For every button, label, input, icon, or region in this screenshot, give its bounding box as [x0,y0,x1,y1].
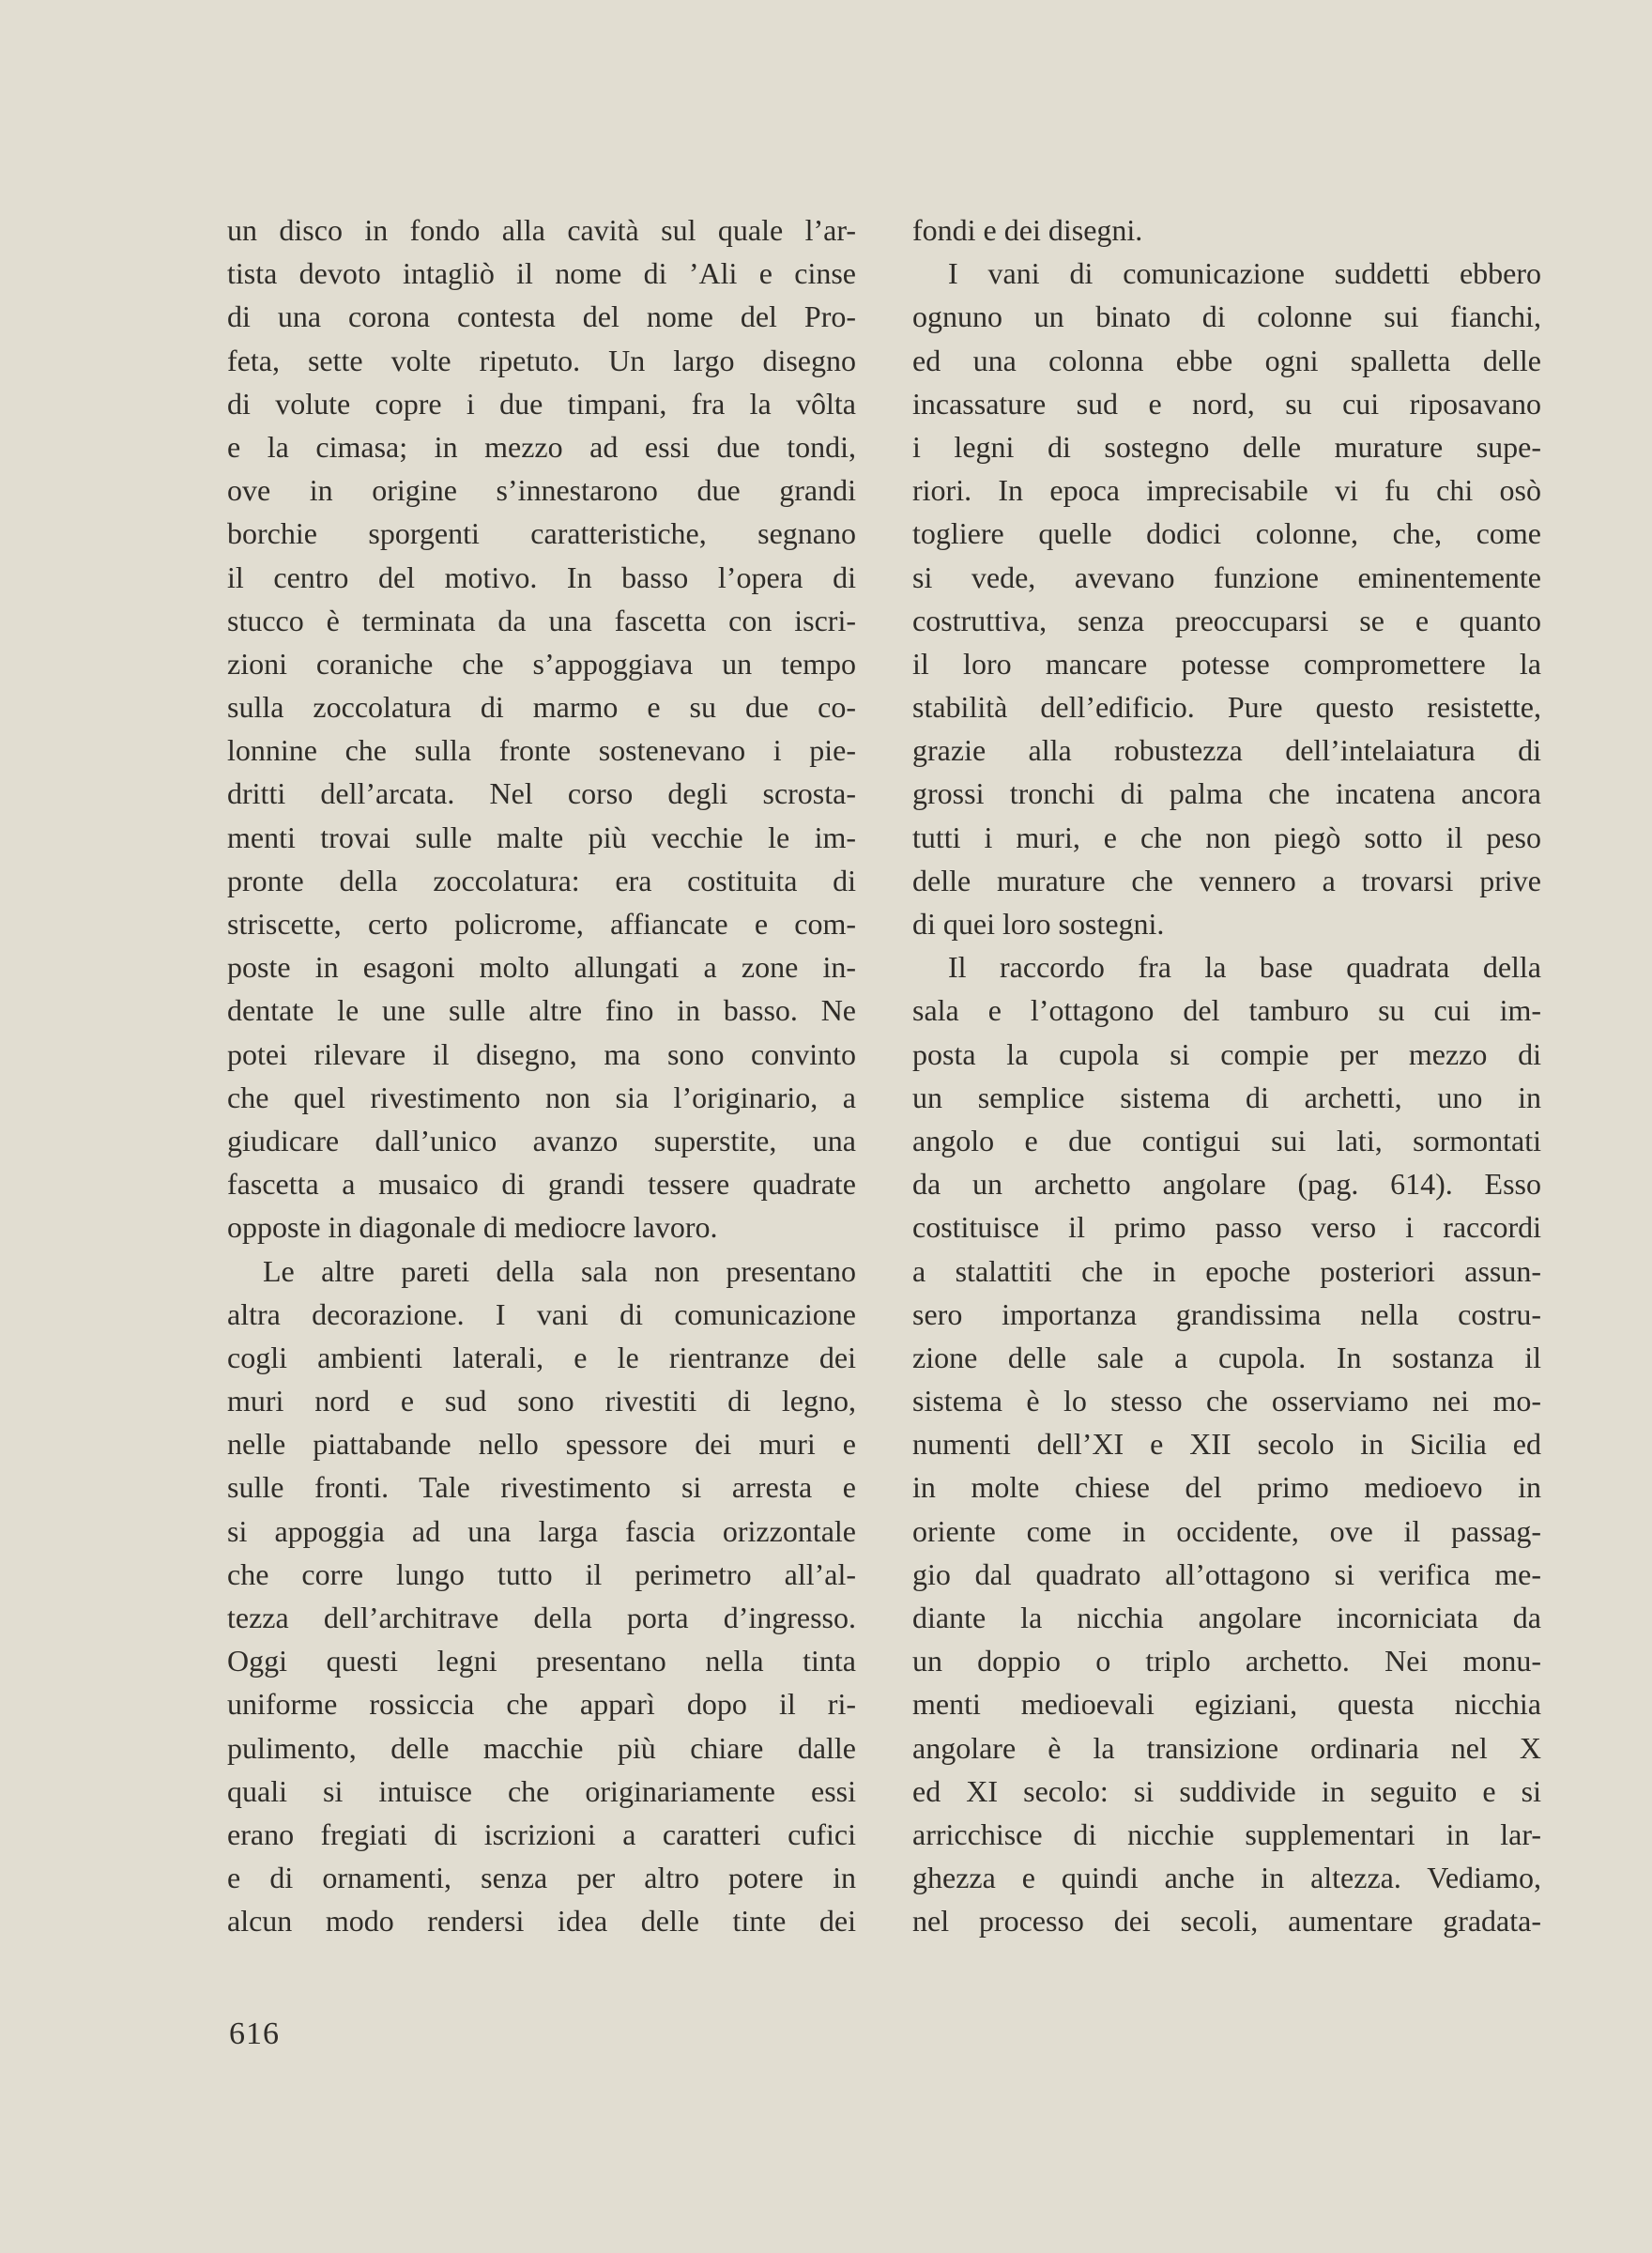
text-line: sala e l’ottagono del tamburo su cui im- [912,993,1541,1028]
text-line: oriente come in occidente, ove il passag- [912,1513,1541,1548]
text-line: alcun modo rendersi idea delle tinte dei [227,1904,856,1939]
text-line: tista devoto intagliò il nome di ’Ali e cinse [227,256,856,291]
text-line: nel processo dei secoli, aumentare gradata- [912,1904,1541,1939]
text-line: e di ornamenti, senza per altro potere in [227,1861,856,1895]
right-text-column [912,208,1541,1943]
text-line: menti trovai sulle malte più vecchie le im- [227,820,856,854]
text-line: feta, sette volte ripetuto. Un largo disegno [227,343,856,377]
text-line: pulimento, delle macchie più chiare dalle [227,1730,856,1765]
text-line: delle murature che vennero a trovarsi prive [912,863,1541,897]
text-line: sero importanza grandissima nella costru- [912,1296,1541,1331]
text-line: ove in origine s’innestarono due grandi [227,473,856,508]
text-line: dritti dell’arcata. Nel corso degli scrosta- [227,776,856,811]
text-line: dentate le une sulle altre fino in basso. Ne [227,993,856,1028]
text-line: arricchisce di nicchie supplementari in lar- [912,1816,1541,1851]
text-line: pronte della zoccolatura: era costituita di [227,863,856,897]
text-line: menti medioevali egiziani, questa nicchia [912,1687,1541,1722]
text-line: ognuno un binato di colonne sui fianchi, [912,299,1541,334]
text-line: un semplice sistema di archetti, uno in [912,1080,1541,1114]
text-line: il centro del motivo. In basso l’opera di [227,559,856,594]
text-line: togliere quelle dodici colonne, che, come [912,516,1541,551]
text-line: in molte chiese del primo medioevo in [912,1470,1541,1505]
text-line: un doppio o triplo archetto. Nei monu- [912,1644,1541,1678]
text-line: ed XI secolo: si suddivide in seguito e si [912,1773,1541,1808]
text-line: tezza dell’architrave della porta d’ingresso. [227,1601,856,1634]
text-line: potei rilevare il disegno, ma sono convinto [227,1036,856,1071]
text-line: angolare è la transizione ordinaria nel X [912,1730,1541,1765]
text-line: poste in esagoni molto allungati a zone in- [227,950,856,985]
text-line: borchie sporgenti caratteristiche, segnano [227,516,856,551]
text-line: tutti i muri, e che non piegò sotto il peso [912,820,1541,854]
page-number: 616 [229,2016,280,2051]
text-line: striscette, certo policrome, affiancate e com- [227,907,856,941]
text-line: Oggi questi legni presentano nella tinta [227,1644,856,1678]
text-line: stucco è terminata da una fascetta con iscri- [227,603,856,637]
text-line: e la cimasa; in mezzo ad essi due tondi, [227,429,856,464]
paragraph-last-line: opposte in diagonale di mediocre lavoro. [227,1210,718,1245]
text-line: di una corona contesta del nome del Pro- [227,299,856,334]
text-line: stabilità dell’edificio. Pure questo resistette, [912,690,1541,725]
text-line: i legni di sostegno delle murature supe- [912,429,1541,464]
text-line: cogli ambienti laterali, e le rientranze dei [227,1340,856,1374]
text-line: lonnine che sulla fronte sostenevano i pie- [227,733,856,768]
text-line: sulle fronti. Tale rivestimento si arresta e [227,1470,856,1505]
text-line: angolo e due contigui sui lati, sormontati [912,1123,1541,1157]
paragraph-first-line: Le altre pareti della sala non presentano [263,1253,856,1288]
text-line: sulla zoccolatura di marmo e su due co- [227,690,856,725]
text-line: fascetta a musaico di grandi tessere quadrate [227,1167,856,1202]
paragraph-last-line: fondi e dei disegni. [912,213,1143,247]
text-line: altra decorazione. I vani di comunicazione [227,1296,856,1331]
paragraph-first-line: I vani di comunicazione suddetti ebbero [948,256,1541,291]
text-line: che quel rivestimento non sia l’originario, a [227,1080,856,1114]
text-line: erano fregiati di iscrizioni a caratteri cufici [227,1816,856,1851]
text-line: a stalattiti che in epoche posteriori assun- [912,1253,1541,1288]
text-line: che corre lungo tutto il perimetro all’al- [227,1556,856,1591]
text-line: zione delle sale a cupola. In sostanza il [912,1340,1541,1374]
text-line: si appoggia ad una larga fascia orizzontale [227,1513,856,1548]
text-line: si vede, avevano funzione eminentemente [912,559,1541,594]
text-line: grazie alla robustezza dell’intelaiatura di [912,733,1541,768]
paragraph-last-line: di quei loro sostegni. [912,907,1165,941]
text-line: incassature sud e nord, su cui riposavano [912,386,1541,421]
text-line: ed una colonna ebbe ogni spalletta delle [912,343,1541,377]
text-line: costituisce il primo passo verso i raccordi [912,1210,1541,1245]
text-line: gio dal quadrato all’ottagono si verifica me- [912,1556,1541,1591]
paragraph-first-line: Il raccordo fra la base quadrata della [948,950,1541,985]
text-line: costruttiva, senza preoccuparsi se e quanto [912,603,1541,637]
text-line: riori. In epoca imprecisabile vi fu chi osò [912,473,1541,508]
left-text-column [227,208,856,1943]
text-line: posta la cupola si compie per mezzo di [912,1036,1541,1071]
text-line: il loro mancare potesse compromettere la [912,646,1541,681]
text-line: ghezza e quindi anche in altezza. Vediamo, [912,1861,1541,1895]
text-line: di volute copre i due timpani, fra la vôlta [227,386,856,421]
text-line: giudicare dall’unico avanzo superstite, una [227,1123,856,1157]
text-line: uniforme rossiccia che apparì dopo il ri- [227,1687,856,1722]
text-line: da un archetto angolare (pag. 614). Esso [912,1167,1541,1202]
text-line: diante la nicchia angolare incorniciata da [912,1601,1541,1634]
text-line: grossi tronchi di palma che incatena ancora [912,776,1541,811]
text-line: numenti dell’XI e XII secolo in Sicilia ed [912,1427,1541,1462]
text-line: muri nord e sud sono rivestiti di legno, [227,1384,856,1418]
text-line: sistema è lo stesso che osserviamo nei mo- [912,1384,1541,1418]
text-line: nelle piattabande nello spessore dei muri e [227,1427,856,1462]
text-line: un disco in fondo alla cavità sul quale l’ar- [227,213,856,247]
text-line: quali si intuisce che originariamente essi [227,1773,856,1808]
text-line: zioni coraniche che s’appoggiava un tempo [227,646,856,681]
